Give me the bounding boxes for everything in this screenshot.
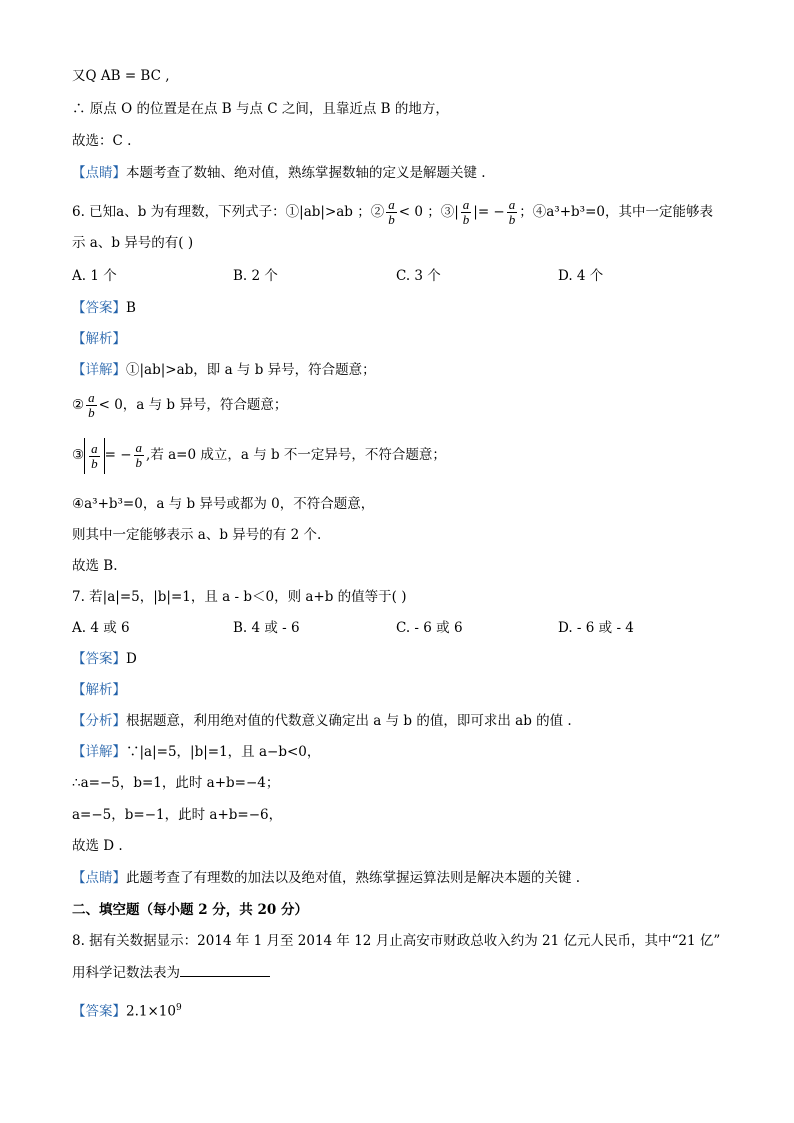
q7-fenxi-text: 根据题意，利用绝对值的代数意义确定出 a 与 b 的值，即可求出 ab 的值 . <box>126 713 572 729</box>
q6-option-c: C. 3 个 <box>396 268 441 284</box>
q6-stem-part2: < 0 ；③| <box>398 204 459 220</box>
section-2-heading: 二、填空题（每小题 2 分，共 20 分） <box>72 902 308 918</box>
q6-step3-mark: ③ <box>72 447 85 463</box>
q7-option-d: D. - 6 或 - 4 <box>558 620 634 636</box>
q7-answer <box>72 649 137 669</box>
frac-den: b <box>508 212 516 227</box>
q8-stem-line2 <box>72 962 270 983</box>
q7-option-c: C. - 6 或 6 <box>396 620 463 636</box>
q6-frac-a-over-b-2 <box>461 198 472 227</box>
frac-den: b <box>388 212 395 227</box>
q6-option-a: A. 1 个 <box>72 268 117 284</box>
q8-answer-exponent: 9 <box>175 1003 182 1013</box>
q7-step2: ∴a=−5，b=1，此时 a+b=−4； <box>72 775 280 791</box>
q7-fenxi <box>72 711 572 731</box>
q6-option-d: D. 4 个 <box>558 268 604 284</box>
line-dianjing-5 <box>72 163 486 183</box>
frac-num: a <box>91 440 98 456</box>
q6-step3-frac-2 <box>134 441 145 470</box>
q7-step1-text: ∵|a|=5，|b|=1，且 a−b<0， <box>126 744 321 760</box>
xiangjie-tag: 【详解】 <box>72 744 126 760</box>
q7-option-a: A. 4 或 6 <box>72 620 130 636</box>
answer-value: B <box>126 300 136 316</box>
q6-step2-frac <box>86 391 97 420</box>
frac-num: a <box>135 440 143 455</box>
dianjing-tag: 【点睛】 <box>72 870 126 886</box>
q6-stem-part4: ；④a³+b³=0，其中一定能够表 <box>519 204 713 220</box>
q7-dianjing-text: 此题考查了有理数的加法以及绝对值，熟练掌握运算法则是解决本题的关键 . <box>126 870 581 886</box>
line-ab-eq-bc: 又Q AB = BC , <box>72 68 170 84</box>
q6-stem-line2: 示 a、b 异号的有( ) <box>72 235 194 251</box>
q6-stem-part1: 6. 已知a、b 为有理数，下列式子：①|ab|>ab ；② <box>72 204 385 220</box>
q6-stem-part3: |= − <box>473 204 505 220</box>
q7-option-b: B. 4 或 - 6 <box>233 620 300 636</box>
line-choose-c: 故选：C . <box>72 133 132 149</box>
frac-den: b <box>135 455 143 470</box>
dianjing-tag: 【点睛】 <box>72 165 126 181</box>
q6-step2-text: < 0，a 与 b 异号，符合题意； <box>98 397 288 413</box>
q8-answer-blank <box>180 962 270 977</box>
frac-num: a <box>388 197 395 212</box>
q7-step4: 故选 D . <box>72 838 123 854</box>
frac-den: b <box>462 212 470 227</box>
dianjing-text: 本题考查了数轴、绝对值，熟练掌握数轴的定义是解题关键 . <box>126 165 486 181</box>
q6-step3-frac <box>89 442 100 471</box>
answer-tag: 【答案】 <box>72 300 126 316</box>
q6-answer <box>72 298 136 318</box>
q6-step1-text: ①|ab|>ab，即 a 与 b 异号，符合题意； <box>126 362 376 378</box>
answer-tag: 【答案】 <box>72 1003 126 1020</box>
q6-step3-eq: = − <box>104 447 132 463</box>
q6-stem <box>72 197 713 227</box>
q6-frac-a-over-b <box>386 198 397 227</box>
q7-stem: 7. 若|a|=5，|b|=1，且 a - b＜0，则 a+b 的值等于( ) <box>72 589 407 605</box>
q6-step5: 则其中一定能够表示 a、b 异号的有 2 个. <box>72 527 322 543</box>
q6-step3-abs-frac <box>84 438 105 474</box>
jiexi-tag: 【解析】 <box>72 331 126 347</box>
q6-frac-a-over-b-3 <box>507 198 518 227</box>
q6-step3-text: ,若 a=0 成立，a 与 b 不一定异号，不符合题意； <box>146 447 446 463</box>
answer-value: D <box>126 651 137 667</box>
q7-dianjing <box>72 868 580 888</box>
frac-den: b <box>91 455 98 471</box>
xiangjie-tag: 【详解】 <box>72 362 126 378</box>
q6-step1 <box>72 360 376 380</box>
frac-num: a <box>462 197 470 212</box>
frac-num: a <box>508 197 516 212</box>
q8-stem-line2-text: 用科学记数法表为 <box>72 965 180 981</box>
q6-step2 <box>72 389 287 421</box>
jiexi-tag: 【解析】 <box>72 682 126 698</box>
frac-num: a <box>88 390 95 405</box>
q6-step2-mark: ② <box>72 397 85 413</box>
q7-step3: a=−5，b=−1，此时 a+b=−6， <box>72 807 283 823</box>
answer-tag: 【答案】 <box>72 651 126 667</box>
q6-jiexi <box>72 329 126 349</box>
q8-stem: 8. 据有关数据显示：2014 年 1 月至 2014 年 12 月止高安市财政总收入约为 21 亿元人民币，其中“21 亿” <box>72 933 721 949</box>
q8-answer-value: 2.1×10 <box>126 1003 176 1020</box>
fenxi-tag: 【分析】 <box>72 713 126 729</box>
q6-option-b: B. 2 个 <box>233 268 278 284</box>
line-origin-position: ∴ 原点 O 的位置是在点 B 与点 C 之间，且靠近点 B 的地方， <box>72 101 449 117</box>
q7-step1 <box>72 742 320 762</box>
q6-step3 <box>72 437 446 474</box>
q7-jiexi <box>72 680 126 700</box>
q6-step4: ④a³+b³=0，a 与 b 异号或都为 0，不符合题意， <box>72 496 375 512</box>
frac-den: b <box>88 405 95 420</box>
q6-step6: 故选 B. <box>72 558 118 574</box>
q8-answer <box>72 998 182 1022</box>
